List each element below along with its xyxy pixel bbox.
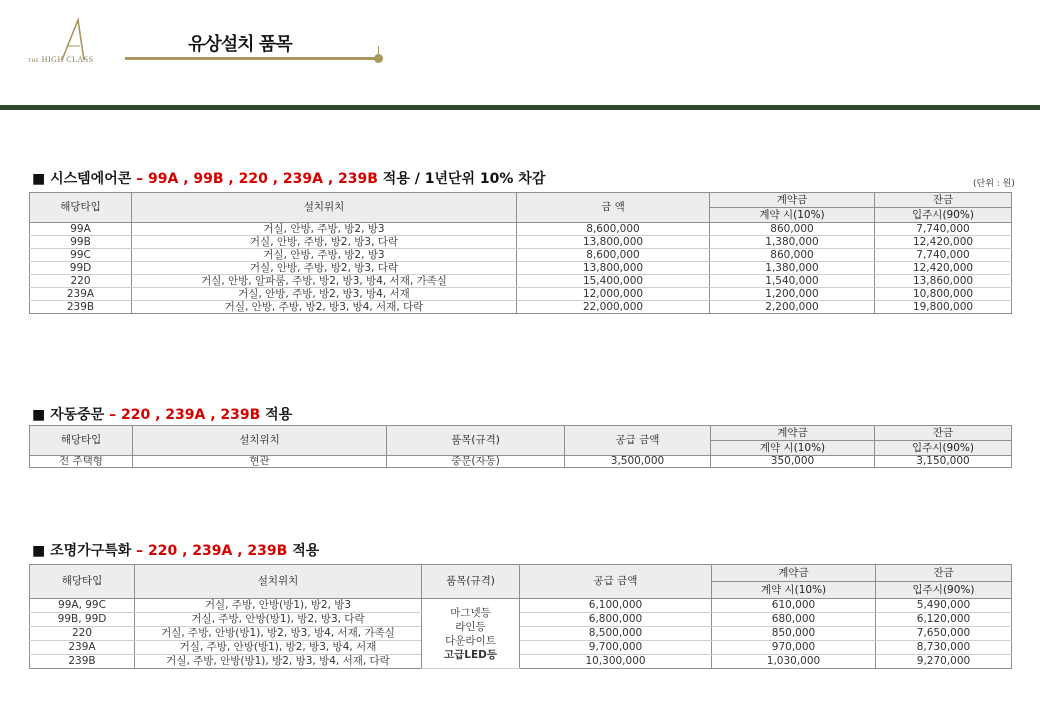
cell-balance: 7,650,000 xyxy=(876,627,1012,641)
header-deposit-sub: 계약 시(10%) xyxy=(712,582,876,599)
cell-amount: 8,600,000 xyxy=(517,223,710,236)
cell-location: 거실, 안방, 알파룸, 주방, 방2, 방3, 방4, 서재, 가족실 xyxy=(132,275,517,288)
bullet-square-icon: ■ xyxy=(32,407,46,423)
header-balance: 잔금 xyxy=(875,426,1012,441)
table-row xyxy=(30,655,1012,669)
cell-type: 99A, 99C xyxy=(30,599,135,613)
cell-location: 거실, 주방, 안방(방1), 방2, 방3, 방4, 서재 xyxy=(135,641,422,655)
cell-deposit: 970,000 xyxy=(712,641,876,655)
cell-balance: 12,420,000 xyxy=(875,262,1012,275)
bullet-square-icon: ■ xyxy=(32,171,46,187)
header-amount: 공급 금액 xyxy=(565,426,711,456)
lighting-table xyxy=(29,564,1012,669)
auto-door-table xyxy=(29,425,1012,468)
header-product: 품목(규격) xyxy=(422,565,520,599)
table-row xyxy=(30,262,1012,275)
table-row xyxy=(30,599,1012,613)
table-row xyxy=(30,613,1012,627)
system-aircon-table xyxy=(29,192,1012,314)
cell-product: 중문(자동) xyxy=(387,456,565,468)
cell-type: 99B xyxy=(30,236,132,249)
header-divider xyxy=(0,105,1040,110)
header-location: 설치위치 xyxy=(135,565,422,599)
cell-type: 99B, 99D xyxy=(30,613,135,627)
cell-type: 99A xyxy=(30,223,132,236)
cell-type: 99D xyxy=(30,262,132,275)
cell-type: 239B xyxy=(30,301,132,314)
cell-location: 거실, 안방, 주방, 방2, 방3, 방4, 서재 xyxy=(132,288,517,301)
header-type: 해당타입 xyxy=(30,565,135,599)
cell-location: 거실, 안방, 주방, 방2, 방3, 다락 xyxy=(132,236,517,249)
cell-amount: 9,700,000 xyxy=(520,641,712,655)
cell-type: 239A xyxy=(30,641,135,655)
cell-deposit: 680,000 xyxy=(712,613,876,627)
table-row xyxy=(30,641,1012,655)
header-balance: 잔금 xyxy=(875,193,1012,208)
bullet-square-icon: ■ xyxy=(32,543,46,559)
cell-balance: 19,800,000 xyxy=(875,301,1012,314)
cell-deposit: 1,540,000 xyxy=(710,275,875,288)
cell-balance: 3,150,000 xyxy=(875,456,1012,468)
cell-type: 239B xyxy=(30,655,135,669)
header-deposit-sub: 계약 시(10%) xyxy=(710,208,875,223)
cell-amount: 6,100,000 xyxy=(520,599,712,613)
header-location: 설치위치 xyxy=(133,426,387,456)
cell-type: 전 주택형 xyxy=(30,456,133,468)
cell-location: 거실, 주방, 안방(방1), 방2, 방3, 방4, 서재, 다락 xyxy=(135,655,422,669)
table-row xyxy=(30,275,1012,288)
cell-location: 거실, 안방, 주방, 방2, 방3, 다락 xyxy=(132,262,517,275)
cell-amount: 10,300,000 xyxy=(520,655,712,669)
cell-location: 거실, 안방, 주방, 방2, 방3 xyxy=(132,223,517,236)
header-type: 해당타입 xyxy=(30,193,132,223)
cell-balance: 8,730,000 xyxy=(876,641,1012,655)
cell-amount: 6,800,000 xyxy=(520,613,712,627)
table-row xyxy=(30,288,1012,301)
cell-balance: 7,740,000 xyxy=(875,249,1012,262)
cell-location: 거실, 안방, 주방, 방2, 방3 xyxy=(132,249,517,262)
header-deposit: 계약금 xyxy=(711,426,875,441)
cell-deposit: 1,200,000 xyxy=(710,288,875,301)
cell-type: 220 xyxy=(30,275,132,288)
cell-deposit: 2,200,000 xyxy=(710,301,875,314)
page-title: 유상설치 품목 xyxy=(188,34,292,55)
cell-amount: 13,800,000 xyxy=(517,236,710,249)
cell-balance: 5,490,000 xyxy=(876,599,1012,613)
table-row xyxy=(30,301,1012,314)
cell-location: 현관 xyxy=(133,456,387,468)
cell-amount: 22,000,000 xyxy=(517,301,710,314)
cell-type: 220 xyxy=(30,627,135,641)
cell-location: 거실, 주방, 안방(방1), 방2, 방3, 다락 xyxy=(135,613,422,627)
header-balance-sub: 입주시(90%) xyxy=(876,582,1012,599)
cell-balance: 12,420,000 xyxy=(875,236,1012,249)
cell-deposit: 1,030,000 xyxy=(712,655,876,669)
cell-amount: 3,500,000 xyxy=(565,456,711,468)
cell-amount: 12,000,000 xyxy=(517,288,710,301)
cell-deposit: 1,380,000 xyxy=(710,236,875,249)
table-row xyxy=(30,236,1012,249)
cell-balance: 13,860,000 xyxy=(875,275,1012,288)
header-amount: 공급 금액 xyxy=(520,565,712,599)
cell-location: 거실, 주방, 안방(방1), 방2, 방3 xyxy=(135,599,422,613)
table-row xyxy=(30,627,1012,641)
unit-label: (단위 : 원) xyxy=(973,179,1015,189)
cell-amount: 13,800,000 xyxy=(517,262,710,275)
table-row xyxy=(30,249,1012,262)
cell-type: 239A xyxy=(30,288,132,301)
header-product: 품목(규격) xyxy=(387,426,565,456)
cell-amount: 8,500,000 xyxy=(520,627,712,641)
cell-amount: 15,400,000 xyxy=(517,275,710,288)
header-amount: 금 액 xyxy=(517,193,710,223)
cell-location: 거실, 주방, 안방(방1), 방2, 방3, 방4, 서재, 가족실 xyxy=(135,627,422,641)
logo-text: THE HIGH CLASS xyxy=(28,55,94,64)
section-heading-auto-door: ■ 자동중문 – 220 , 239A , 239B 적용 xyxy=(32,407,293,423)
cell-deposit: 860,000 xyxy=(710,223,875,236)
cell-deposit: 860,000 xyxy=(710,249,875,262)
title-underline xyxy=(125,57,380,60)
header-balance-sub: 입주시(90%) xyxy=(875,441,1012,456)
cell-amount: 8,600,000 xyxy=(517,249,710,262)
cell-deposit: 350,000 xyxy=(711,456,875,468)
cell-location: 거실, 안방, 주방, 방2, 방3, 방4, 서재, 다락 xyxy=(132,301,517,314)
cell-balance: 9,270,000 xyxy=(876,655,1012,669)
header-type: 해당타입 xyxy=(30,426,133,456)
cell-product: 마그넷등 라인등 다운라이트 고급LED등 xyxy=(422,599,520,669)
cell-deposit: 850,000 xyxy=(712,627,876,641)
header-deposit: 계약금 xyxy=(710,193,875,208)
cell-balance: 7,740,000 xyxy=(875,223,1012,236)
header-deposit: 계약금 xyxy=(712,565,876,582)
header-deposit-sub: 계약 시(10%) xyxy=(711,441,875,456)
table-row xyxy=(30,223,1012,236)
header-balance-sub: 입주시(90%) xyxy=(875,208,1012,223)
header-balance: 잔금 xyxy=(876,565,1012,582)
cell-type: 99C xyxy=(30,249,132,262)
cell-deposit: 610,000 xyxy=(712,599,876,613)
cell-balance: 10,800,000 xyxy=(875,288,1012,301)
header-location: 설치위치 xyxy=(132,193,517,223)
table-row xyxy=(30,456,1012,468)
title-underline-dot xyxy=(374,54,383,63)
cell-balance: 6,120,000 xyxy=(876,613,1012,627)
section-heading-lighting: ■ 조명가구특화 – 220 , 239A , 239B 적용 xyxy=(32,543,320,559)
section-heading-system-aircon: ■ 시스템에어콘 – 99A , 99B , 220 , 239A , 239B 적용 / 1년단위 10% 차감 xyxy=(32,171,546,187)
cell-deposit: 1,380,000 xyxy=(710,262,875,275)
